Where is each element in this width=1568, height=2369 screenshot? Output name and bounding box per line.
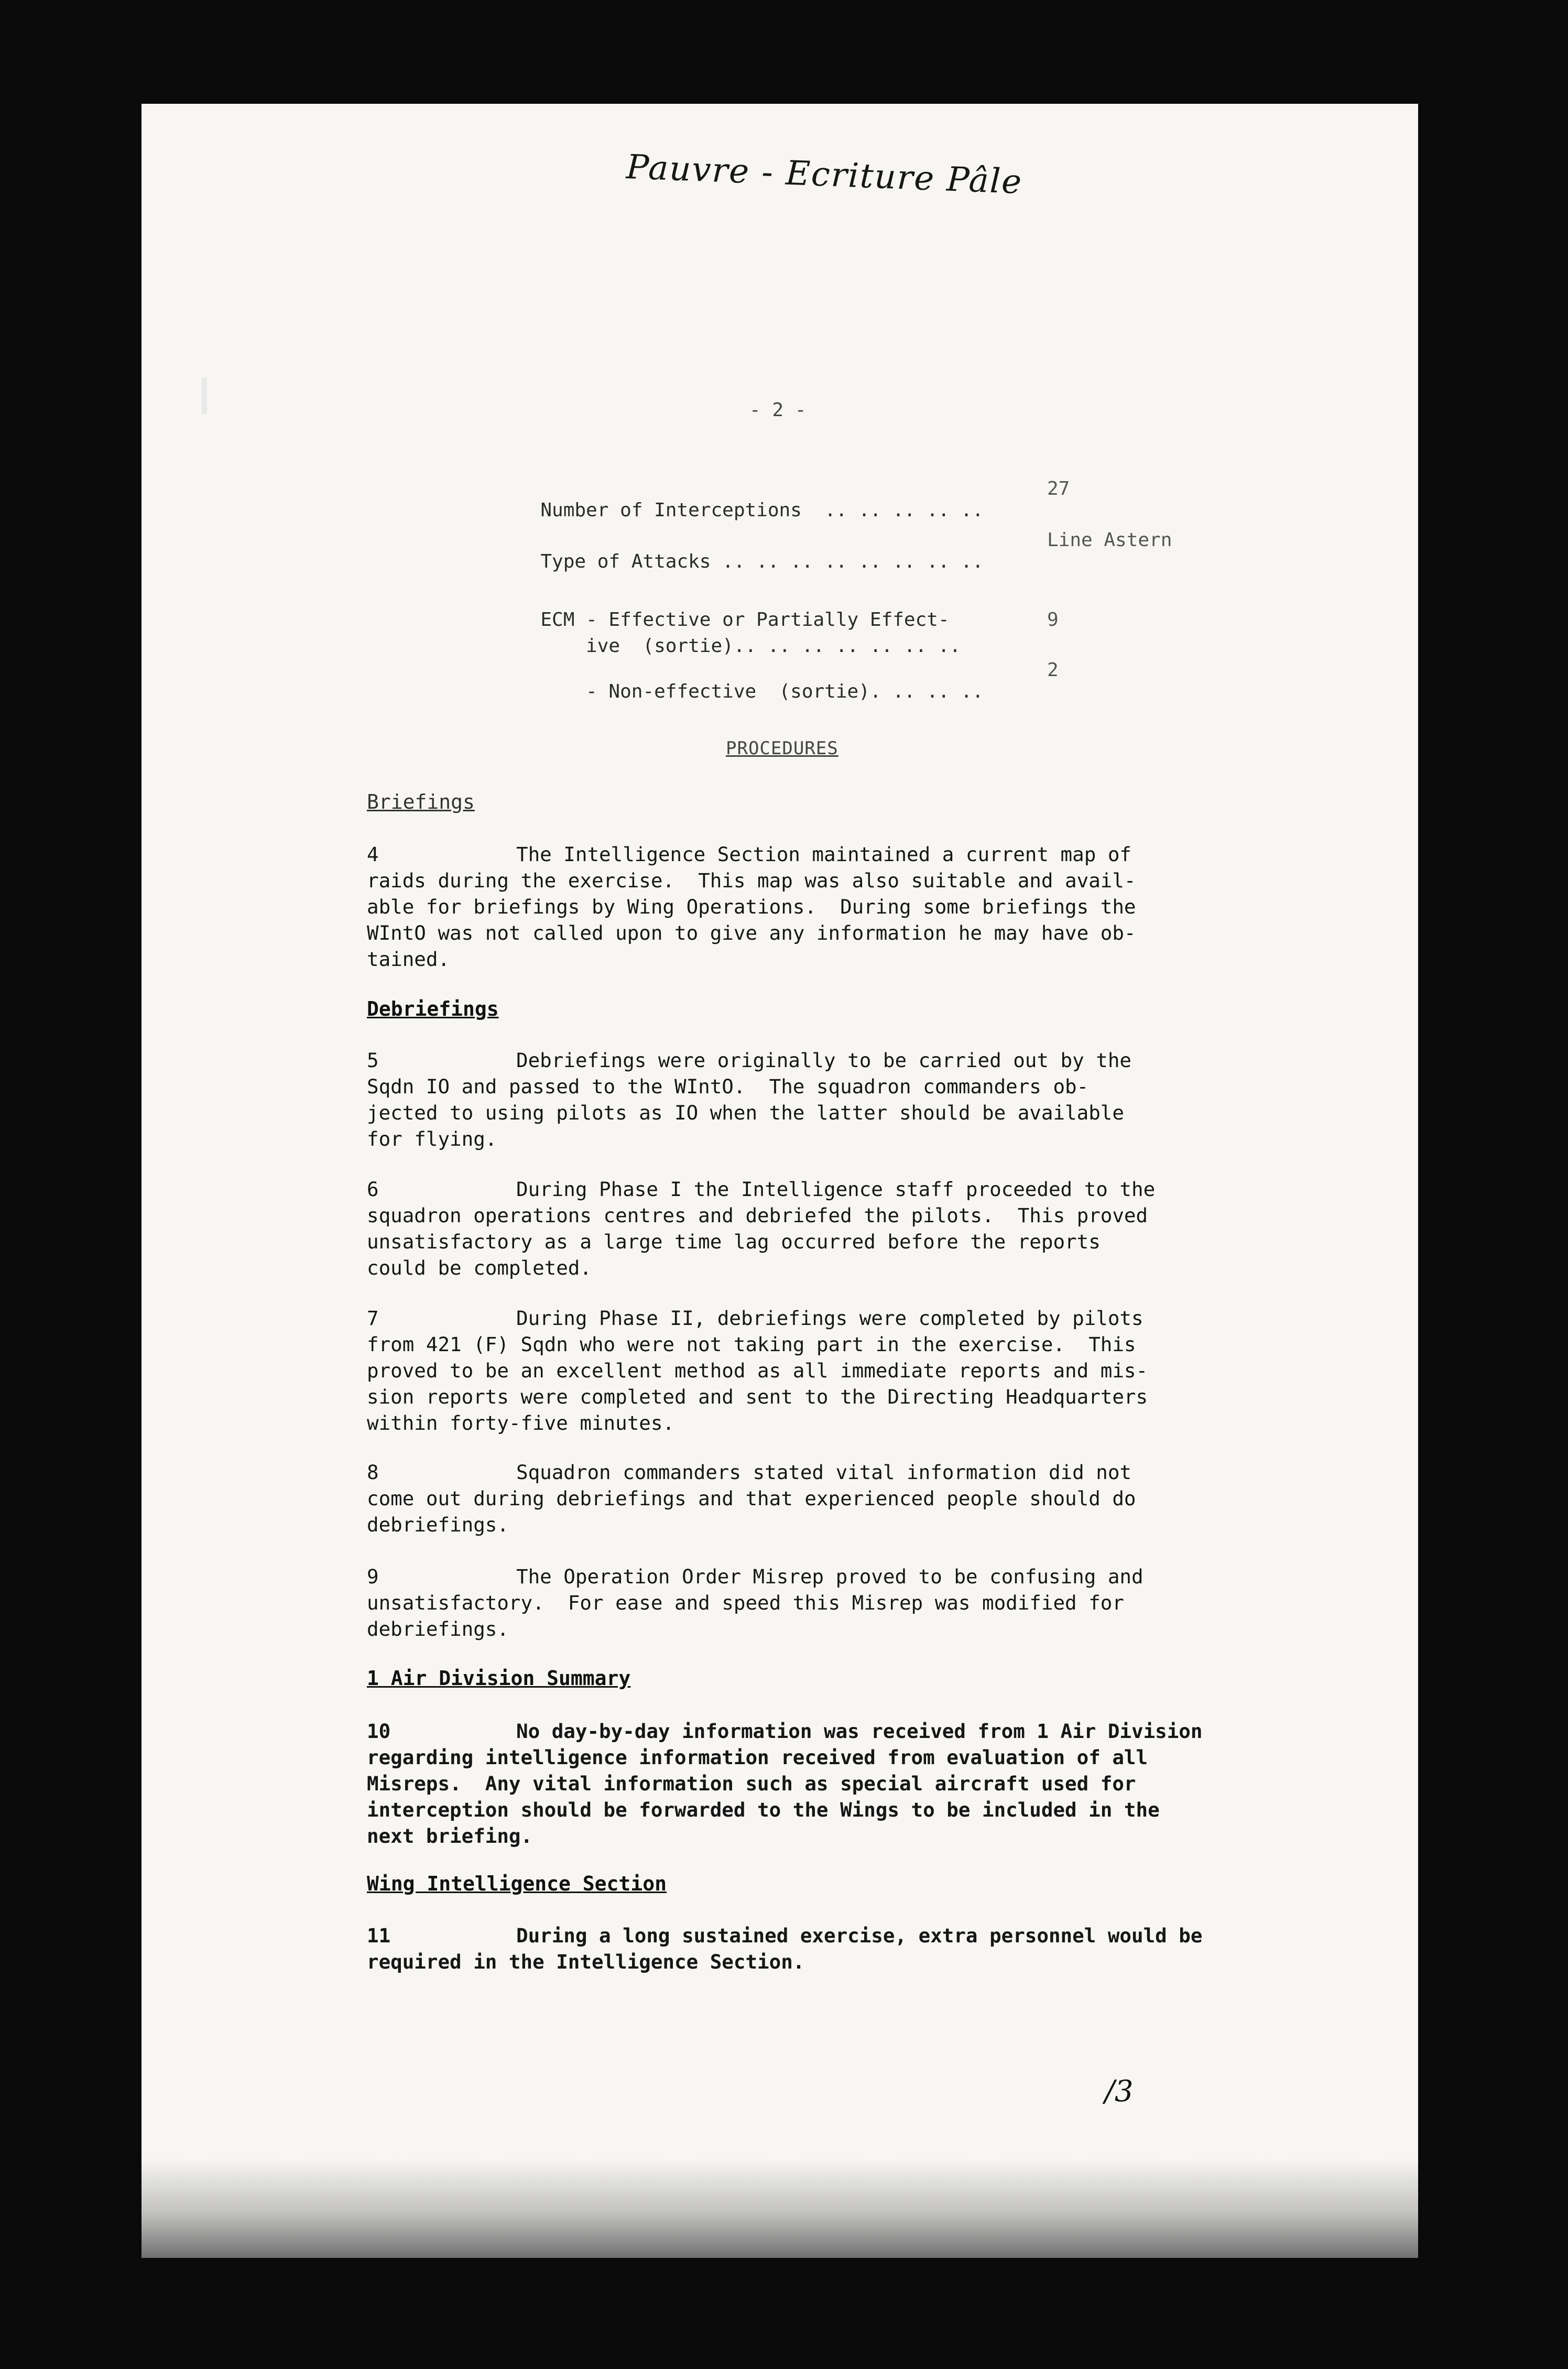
stat-value: 9 <box>1047 609 1059 631</box>
paragraph-text: During Phase II, debriefings were completed by pilots from 421 (F) Sqdn who were not taking part in the exercise. This proved to be an excellent method as all immediate reports and mis- sion reports were completed and sent to the Directing Headquarters within forty-five minutes. <box>367 1307 1148 1435</box>
handwritten-note: Pauvre - Ecriture Pâle <box>625 148 1023 202</box>
page-continuation: /3 <box>1105 2074 1134 2109</box>
stat-label: Type of Attacks .. .. .. .. .. .. .. .. <box>540 551 984 572</box>
paragraph-text: During a long sustained exercise, extra personnel would be required in the Intelligence Section. <box>367 1924 1203 1973</box>
paragraph <box>367 1563 1268 1642</box>
paragraph-number: 7 <box>367 1307 379 1330</box>
stat-label: - Non-effective (sortie). .. .. .. <box>540 681 984 702</box>
paragraph <box>367 1047 1268 1152</box>
scan-mark <box>202 377 207 414</box>
paragraph <box>367 1718 1268 1849</box>
paragraph <box>367 841 1268 972</box>
procedures-heading: PROCEDURES <box>726 738 839 759</box>
page-number: - 2 - <box>749 399 807 421</box>
paragraph-number: 6 <box>367 1178 379 1201</box>
stat-value: 2 <box>1047 659 1059 681</box>
paragraph-text: The Intelligence Section maintained a current map of raids during the exercise. This map was also suitable and avail- able for briefings by Wing Operations. During some briefings the WIntO was not called upon to give any information he may have ob- tained. <box>367 843 1136 971</box>
paragraph-text: Squadron commanders stated vital information did not come out during debriefings and that experienced people should do debriefings. <box>367 1461 1136 1536</box>
paragraph-number: 11 <box>367 1924 391 1947</box>
paragraph-text: The Operation Order Misrep proved to be confusing and unsatisfactory. For ease and speed this Misrep was modified for debriefings. <box>367 1565 1144 1640</box>
stat-label: Number of Interceptions .. .. .. .. .. <box>540 499 984 521</box>
section-heading-air-division-summary: 1 Air Division Summary <box>367 1667 631 1690</box>
paragraph <box>367 1305 1268 1436</box>
section-heading-wing-intelligence: Wing Intelligence Section <box>367 1872 667 1895</box>
section-heading-debriefings: Debriefings <box>367 997 499 1020</box>
paragraph-text: Debriefings were originally to be carried out by the Sqdn IO and passed to the WIntO. The squadron commanders ob- jected to using pilots as IO when the latter should be available for flying. <box>367 1049 1131 1150</box>
stat-label: ECM - Effective or Partially Effect- ive (sortie).. .. .. .. .. .. .. <box>540 609 961 657</box>
paragraph <box>367 1922 1268 1975</box>
paragraph-number: 5 <box>367 1049 379 1072</box>
paragraph <box>367 1459 1268 1538</box>
stat-value: Line Astern <box>1047 529 1172 551</box>
section-heading-briefings: Briefings <box>367 790 475 813</box>
stat-row <box>518 659 1059 724</box>
paragraph-number: 9 <box>367 1565 379 1588</box>
paragraph-number: 8 <box>367 1461 379 1484</box>
paragraph-text: No day-by-day information was received from 1 Air Division regarding intelligence information received from evaluation of all Misreps. Any vital information such as special aircraft used for interception should be forwarded to the Wings to be included in the next briefing. <box>367 1720 1203 1848</box>
paragraph <box>367 1176 1268 1281</box>
paragraph-number: 4 <box>367 843 379 866</box>
stat-value: 27 <box>1047 478 1070 499</box>
paragraph-text: During Phase I the Intelligence staff proceeded to the squadron operations centres and debriefed the pilots. This proved unsatisfactory as a large time lag occurred before the reports could be completed. <box>367 1178 1156 1279</box>
paragraph-number: 10 <box>367 1720 391 1743</box>
